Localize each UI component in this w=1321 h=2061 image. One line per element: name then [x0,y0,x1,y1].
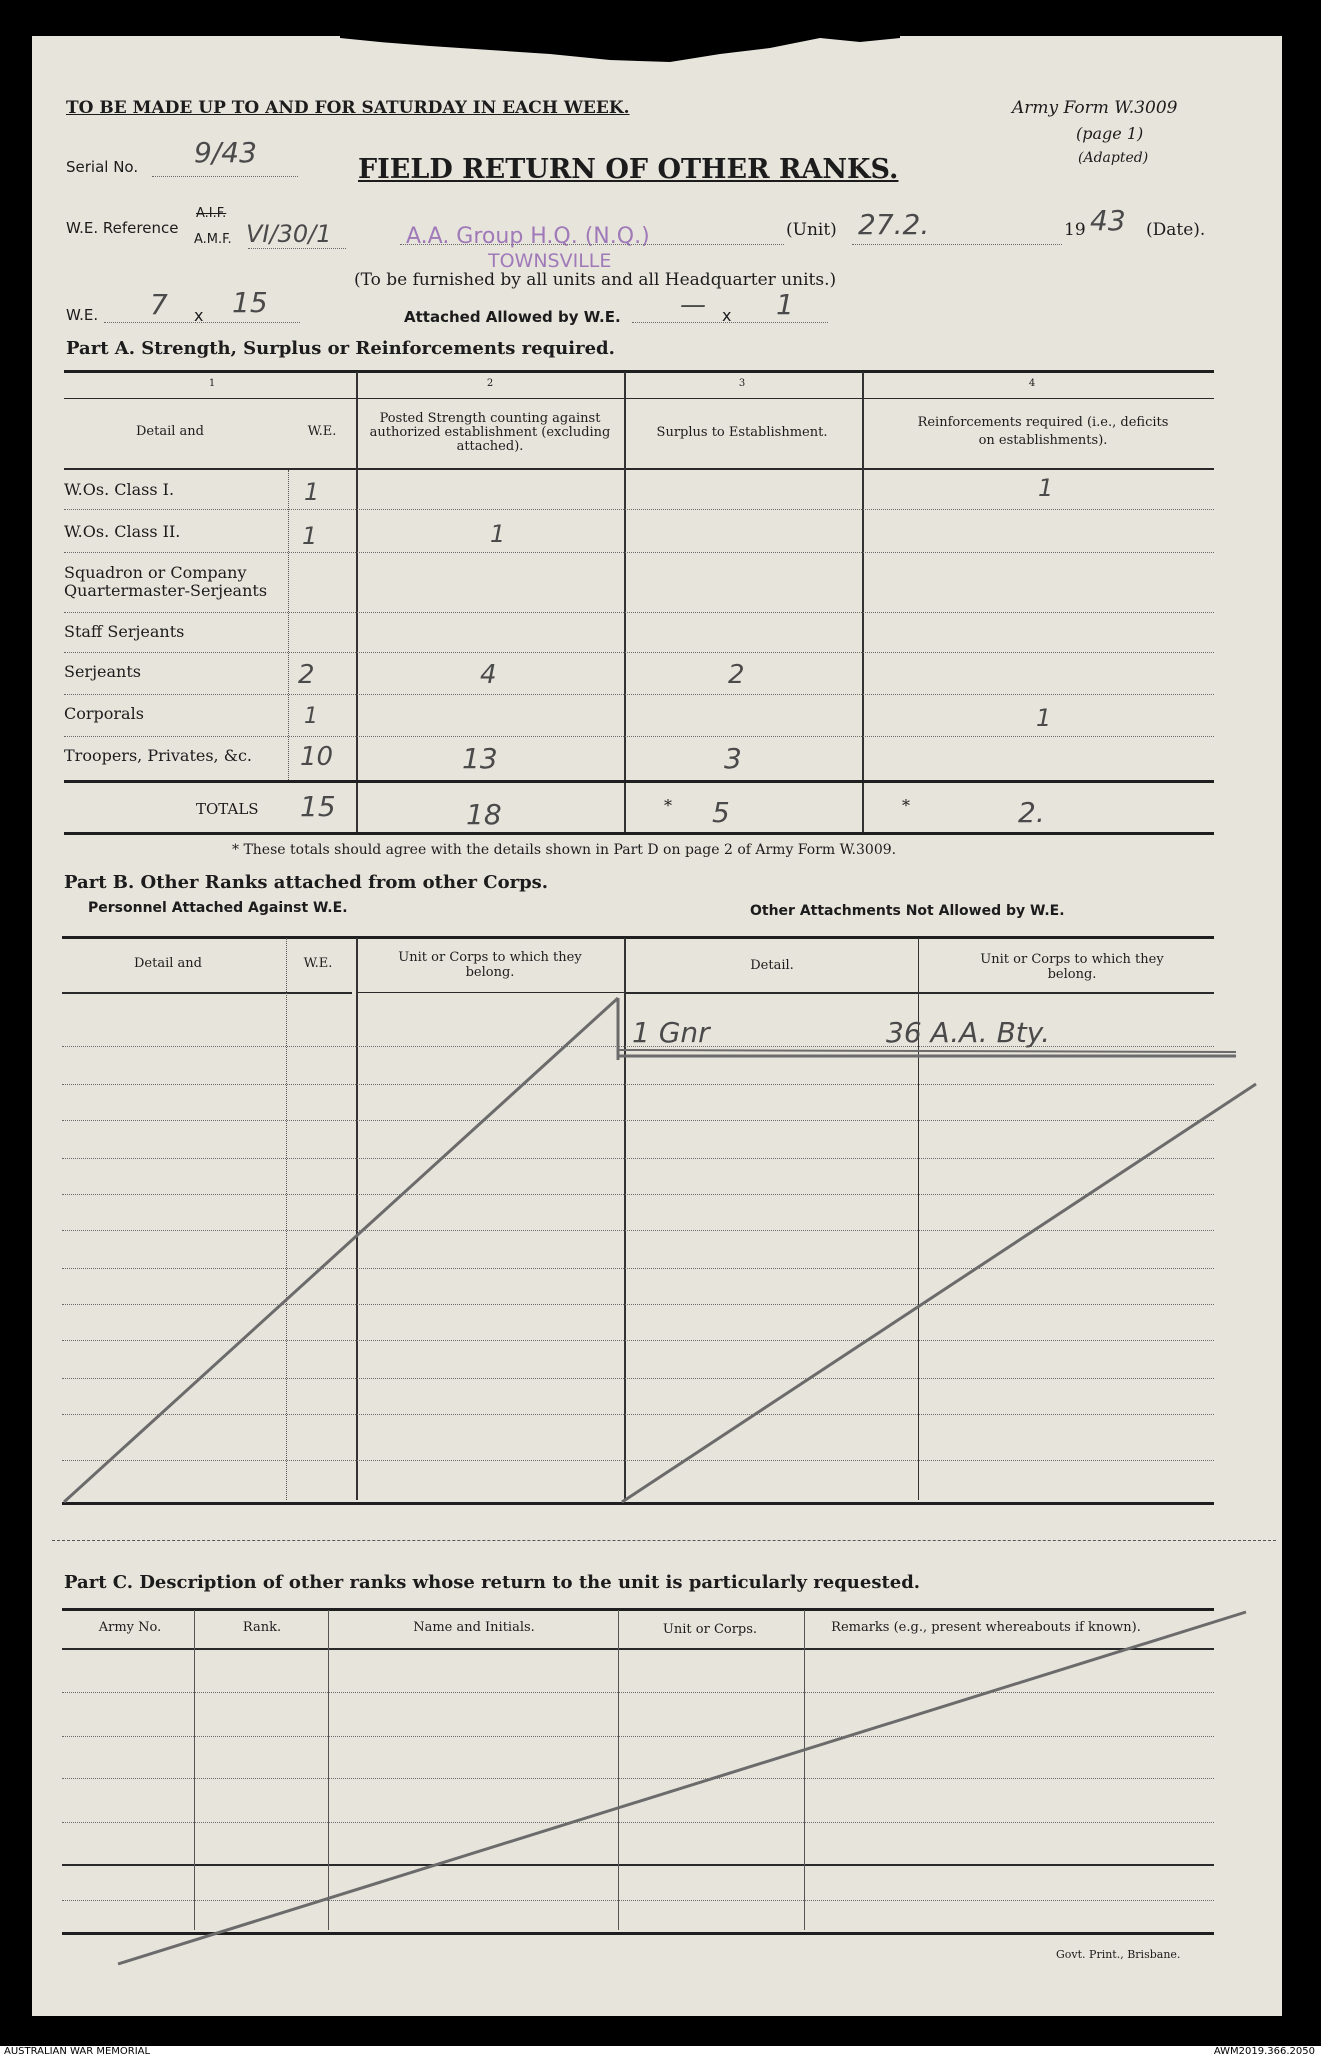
totals-footnote: * These totals should agree with the details shown in Part D on page 2 of Army Form W.3009. [232,842,897,858]
col-detail-header: Detail and [136,424,204,439]
part-b-title: Part B. Other Ranks attached from other Corps. [64,872,549,893]
totals-label: TOTALS [196,800,259,818]
form-page: (page 1) [1076,124,1144,143]
date-year: 43 [1090,204,1126,237]
col-number-3: 3 [738,378,746,389]
part-b-col-we: W.E. [303,956,333,971]
attached-value-2: 1 [776,288,794,321]
amf-label: A.M.F. [194,232,232,247]
col-surplus-header: Surplus to Establishment. [656,425,828,440]
part-c-col-unit: Unit or Corps. [662,1622,758,1637]
wo2-posted: 1 [490,520,506,548]
row-label-cpl: Corporals [64,704,144,723]
we-reference-label: W.E. Reference [66,219,179,237]
part-c-col-rank: Rank. [242,1620,282,1635]
col-number-4: 4 [1028,378,1036,389]
part-b-col-unit: Unit or Corps to which they belong. [398,950,582,980]
archive-ref: AWM2019.366.2050 [1213,2046,1315,2057]
ptes-surplus: 3 [724,742,742,775]
row-label-sjt: Serjeants [64,662,141,681]
wo1-reinf: 1 [1038,474,1054,502]
attached-x: x [722,306,732,325]
date-label: (Date). [1146,220,1206,240]
part-b-col-unit-r: Unit or Corps to which they belong. [980,952,1164,982]
form-name: Army Form W.3009 [1012,98,1178,118]
sjt-posted: 4 [480,660,497,690]
unit-stamp-town: TOWNSVILLE [488,250,612,272]
we-label: W.E. [66,306,99,324]
row-label-cqms: Squadron or Company Quartermaster-Serjeants [64,563,268,600]
serial-label: Serial No. [66,158,139,176]
attached-label: Attached Allowed by W.E. [404,308,621,326]
part-c-title: Part C. Description of other ranks whose return to the unit is particularly requested. [64,1572,921,1593]
part-c-col-remarks: Remarks (e.g., present whereabouts if known). [831,1620,1141,1635]
archive-footer [0,2046,1321,2061]
we-value-2: 15 [232,286,268,319]
row-label-ptes: Troopers, Privates, &c. [64,746,253,765]
unit-stamp: A.A. Group H.Q. (N.Q.) [406,224,650,249]
unit-label: (Unit) [786,220,837,240]
part-b-col-detail-r: Detail. [750,958,794,973]
cpl-reinf: 1 [1036,704,1052,732]
date-year-prefix: 19 [1064,220,1086,240]
serial-value: 9/43 [194,136,257,169]
col-we-header: W.E. [307,424,337,439]
we-x: x [194,306,204,325]
imprint: Govt. Print., Brisbane. [1056,1948,1181,1961]
part-c-col-name: Name and Initials. [413,1620,535,1635]
row-label-staff-sjt: Staff Serjeants [64,622,185,641]
ptes-posted: 13 [462,742,498,775]
ptes-we: 10 [300,742,334,772]
totals-asterisk: * [902,796,910,815]
cancel-stroke-right [622,1084,1256,1502]
archive-name: AUSTRALIAN WAR MEMORIAL [4,2046,151,2057]
sjt-surplus: 2 [728,660,745,690]
we-reference-value: VI/30/1 [246,220,332,248]
furnish-note: (To be furnished by all units and all Headquarter units.) [354,270,837,290]
date-value: 27.2. [858,208,930,241]
page-title: FIELD RETURN OF OTHER RANKS. [358,154,899,185]
col-posted-header: Posted Strength counting against authorized establishment (excluding attached). [369,411,611,454]
cancel-stroke-part-c [118,1612,1246,1964]
sjt-we: 2 [298,660,315,690]
part-b-col-detail: Detail and [134,956,202,971]
part-b-entry-detail: 1 Gnr [632,1016,710,1049]
totals-reinf: 2. [1018,796,1045,829]
totals-posted: 18 [466,798,502,831]
col-number-1: 1 [208,378,216,389]
row-label-wo1: W.Os. Class I. [64,480,175,499]
totals-we: 15 [300,790,336,823]
part-a-title: Part A. Strength, Surplus or Reinforcements required. [66,338,615,359]
attached-value-1: — [680,290,706,320]
underline-stroke [618,1050,1236,1052]
aif-label: A.I.F. [196,206,227,221]
part-b-sub-right: Other Attachments Not Allowed by W.E. [750,903,1065,919]
part-c-col-army-no: Army No. [98,1620,162,1635]
totals-asterisk: * [664,796,672,815]
col-reinf-header: Reinforcements required (i.e., deficits on establishments). [917,415,1169,448]
col-number-2: 2 [486,378,494,389]
part-b-entry-unit: 36 A.A. Bty. [886,1016,1051,1049]
totals-surplus: 5 [712,796,730,829]
row-label-wo2: W.Os. Class II. [64,522,181,541]
wo2-we: 1 [302,522,318,550]
form-instruction: TO BE MADE UP TO AND FOR SATURDAY IN EACH WEEK. [66,98,630,118]
cpl-we: 1 [304,704,318,729]
part-b-sub-left: Personnel Attached Against W.E. [88,900,348,916]
cancel-stroke-left [64,998,618,1502]
form-adapted: (Adapted) [1078,150,1149,166]
wo1-we: 1 [304,478,320,506]
we-value-1: 7 [150,288,168,321]
